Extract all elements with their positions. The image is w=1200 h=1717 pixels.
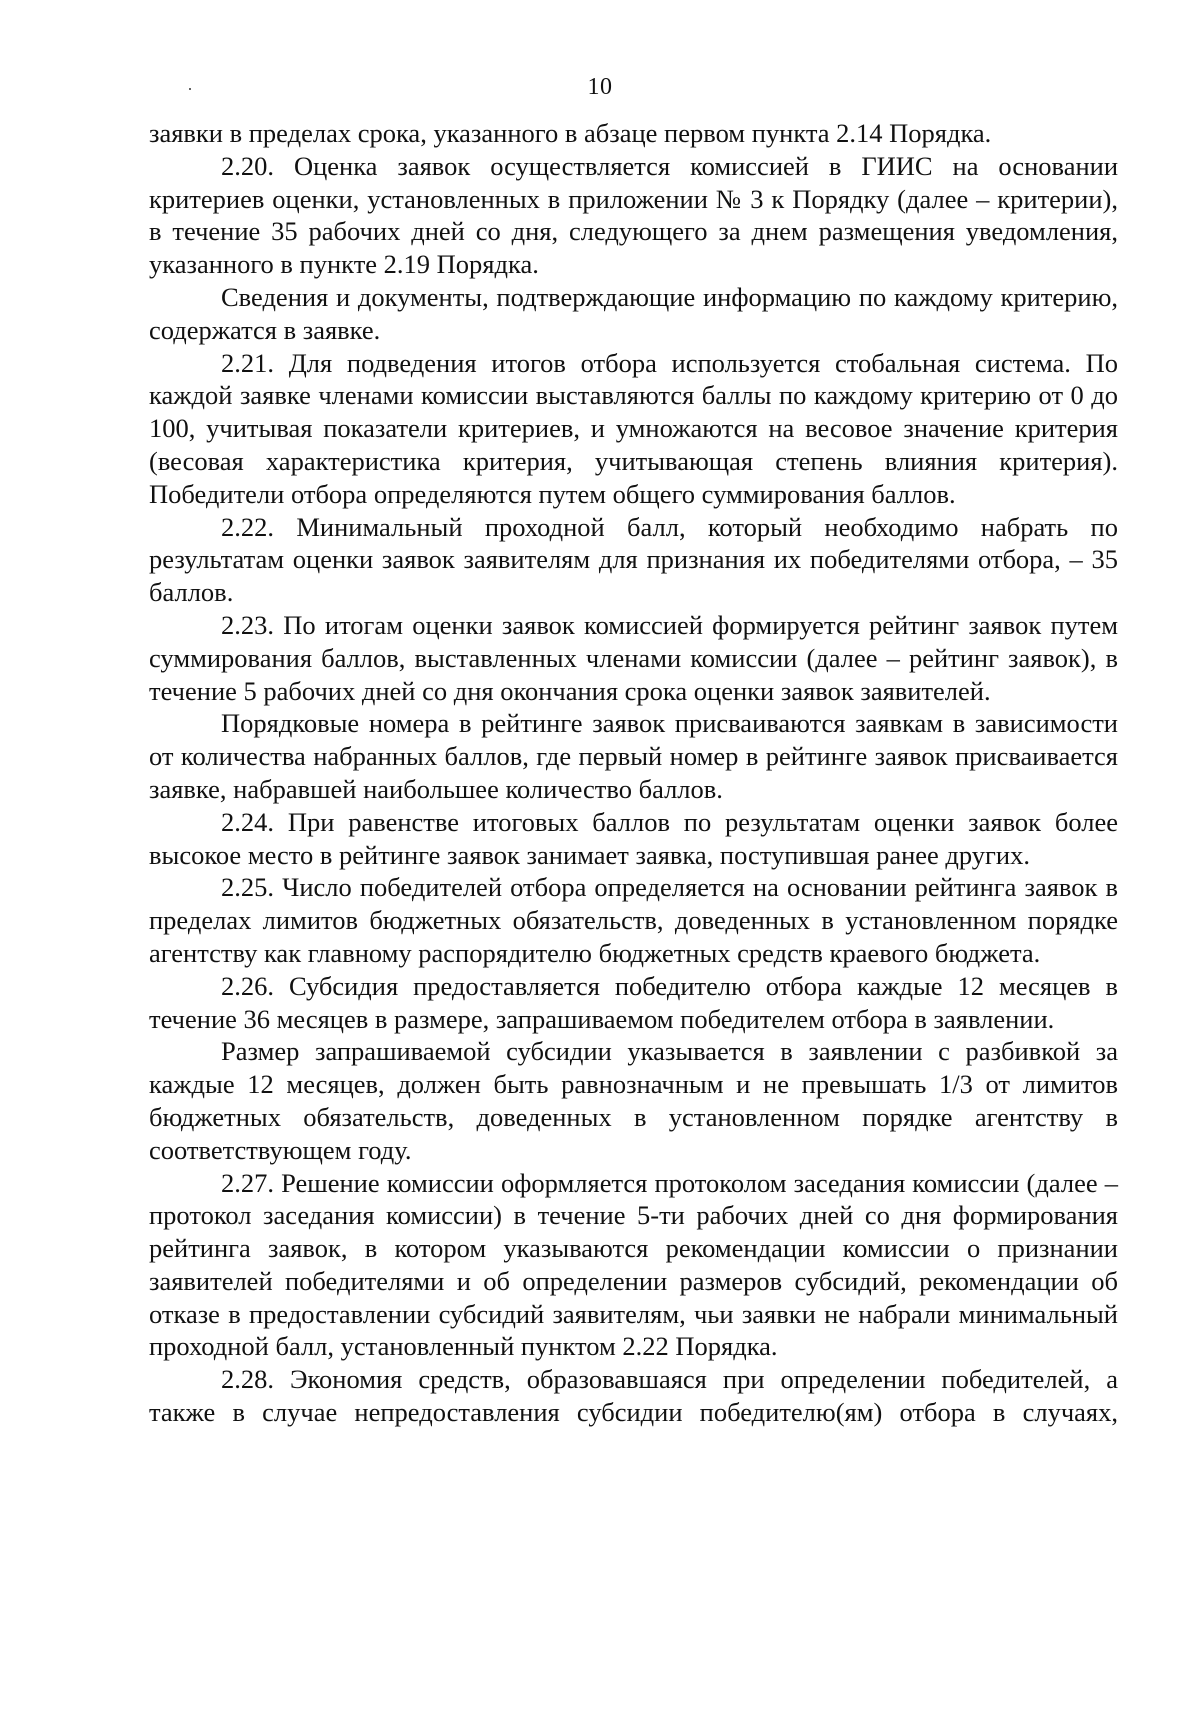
paragraph-2-24: 2.24. При равенстве итоговых баллов по результатам оценки заявок более высокое место в рейтинге заявок занимает заявка, поступившая ранее других. (149, 806, 1118, 870)
paragraph-2-20-documents: Сведения и документы, подтверждающие информацию по каждому критерию, содержатся в заявке. (149, 281, 1118, 345)
paragraph-2-21: 2.21. Для подведения итогов отбора используется стобальная система. По каждой заявке членами комиссии выставляются баллы по каждому критерию от 0 до 100, учитывая показатели критериев, и умножаются на весовое значение критерия (весовая характеристика критерия, учитывающая степень влияния критерия). Победители отбора определяются путем общего суммирования баллов. (149, 347, 1118, 509)
document-body (149, 117, 1118, 1429)
paragraph-2-22: 2.22. Минимальный проходной балл, который необходимо набрать по результатам оценки заявок заявителям для признания их победителями отбора, – 35 баллов. (149, 511, 1118, 608)
paragraph-2-26-amount: Размер запрашиваемой субсидии указывается в заявлении с разбивкой за каждые 12 месяцев, должен быть равнозначным и не превышать 1/3 от лимитов бюджетных обязательств, доведенных в установленном порядке агентству в соответствующем году. (149, 1036, 1118, 1165)
paragraph-2-28: 2.28. Экономия средств, образовавшаяся при определении победителей, а также в случае непредоставления субсидии победителю(ям) отбора в случаях, (149, 1364, 1118, 1428)
paragraph-2-25: 2.25. Число победителей отбора определяется на основании рейтинга заявок в пределах лимитов бюджетных обязательств, доведенных в установленном порядке агентству как главному распорядителю бюджетных средств краевого бюджета. (149, 872, 1118, 968)
paragraph-2-27: 2.27. Решение комиссии оформляется протоколом заседания комиссии (далее – протокол заседания комиссии) в течение 5-ти рабочих дней со дня формирования рейтинга заявок, в котором указываются рекомендации комиссии о признании заявителей победителями и об определении размеров субсидий, рекомендации об отказе в предоставлении субсидий заявителям, чьи заявки не набрали минимальный проходной балл, установленный пунктом 2.22 Порядка. (149, 1167, 1118, 1362)
paragraph-2-20: 2.20. Оценка заявок осуществляется комиссией в ГИИС на основании критериев оценки, установленных в приложении № 3 к Порядку (далее – критерии), в течение 35 рабочих дней со дня, следующего за днем размещения уведомления, указанного в пункте 2.19 Порядка. (149, 150, 1118, 280)
page-number: 10 (587, 74, 613, 100)
paragraph-2-26: 2.26. Субсидия предоставляется победителю отбора каждые 12 месяцев в течение 36 месяцев в размере, запрашиваемом победителем отбора в заявлении. (149, 970, 1118, 1034)
paragraph-2-23-numbering: Порядковые номера в рейтинге заявок присваиваются заявкам в зависимости от количества набранных баллов, где первый номер в рейтинге заявок присваивается заявке, набравшей наибольшее количество баллов. (149, 708, 1118, 804)
paragraph-2-23: 2.23. По итогам оценки заявок комиссией формируется рейтинг заявок путем суммирования баллов, выставленных членами комиссии (далее – рейтинг заявок), в течение 5 рабочих дней со дня окончания срока оценки заявок заявителей. (149, 609, 1118, 706)
paragraph-continuation: заявки в пределах срока, указанного в абзаце первом пункта 2.14 Порядка. (149, 118, 992, 148)
